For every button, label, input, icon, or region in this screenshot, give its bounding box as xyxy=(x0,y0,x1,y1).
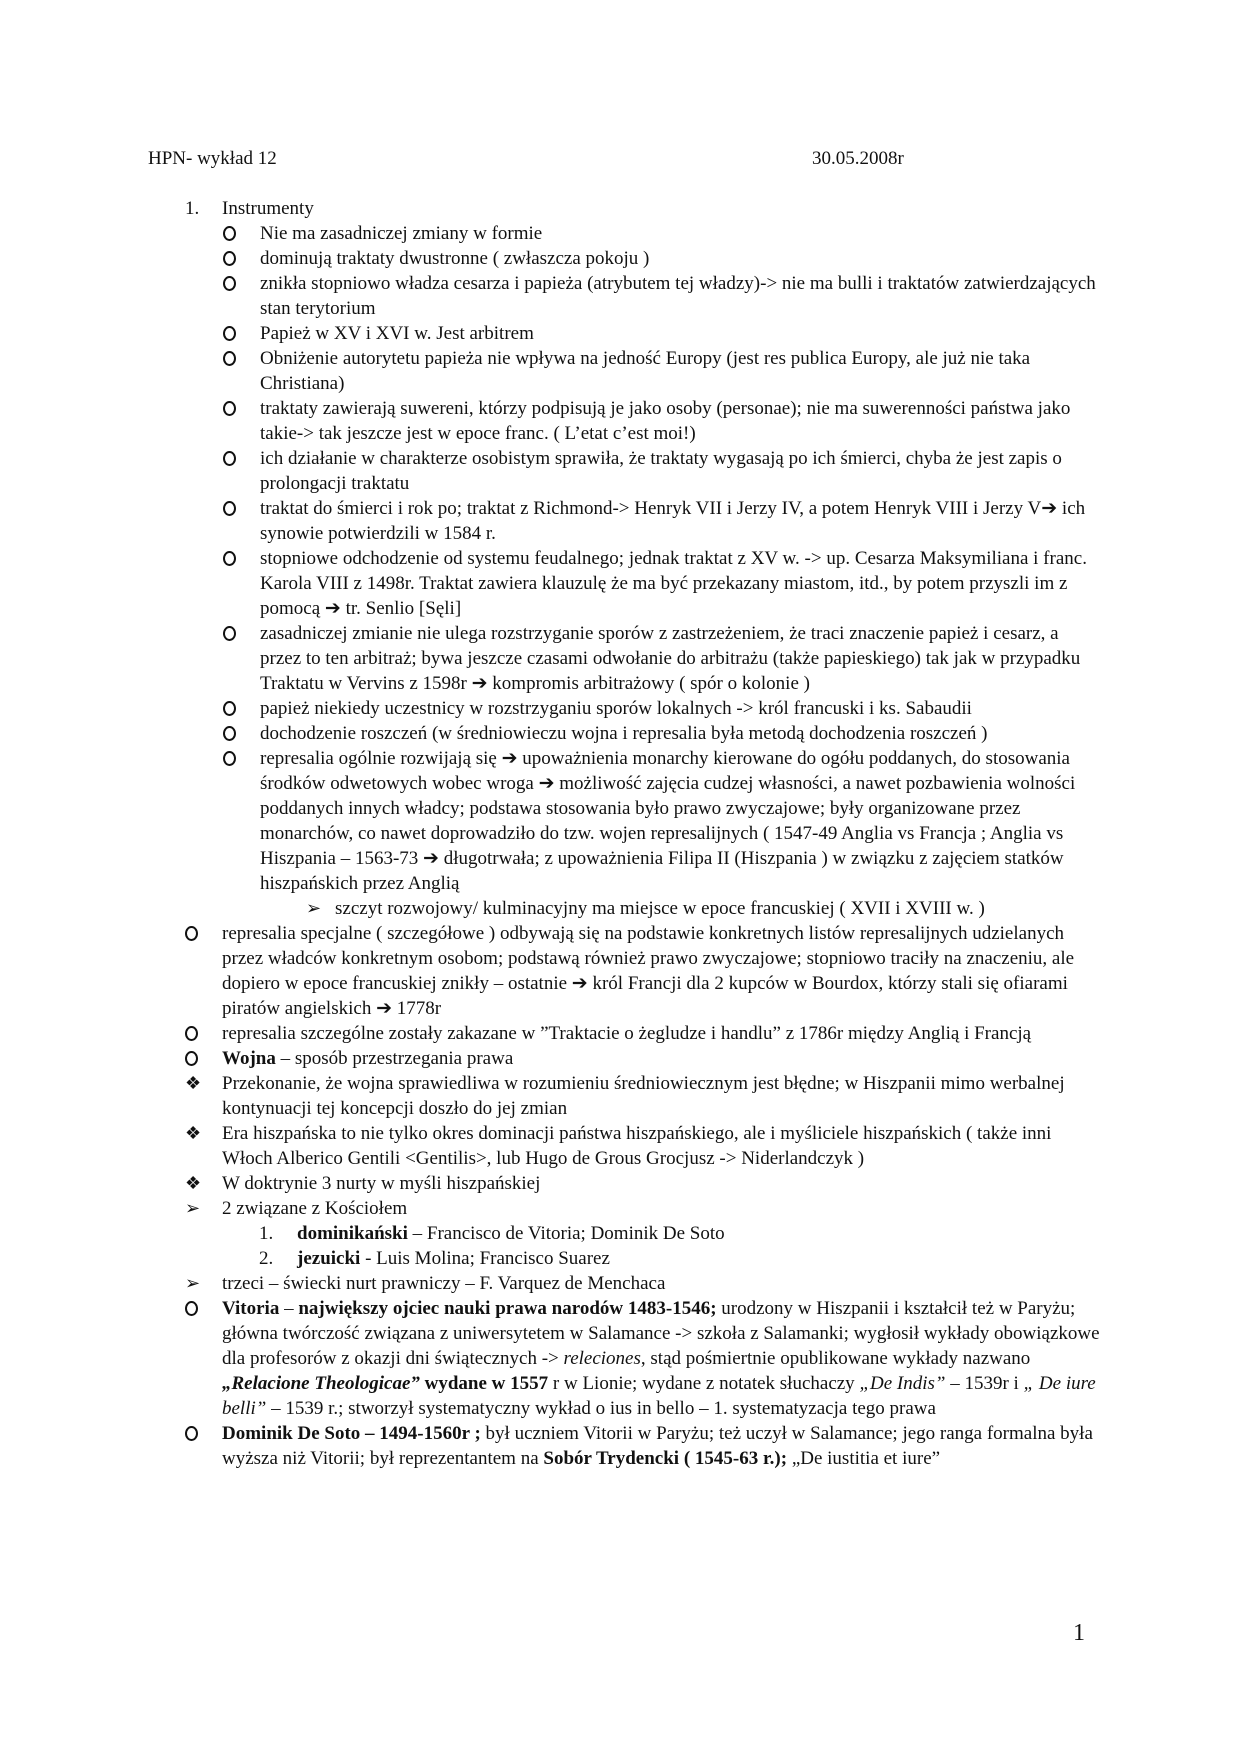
list-item: ➢ 2 związane z Kościołem xyxy=(185,1198,408,1219)
circle-bullet-icon xyxy=(223,221,241,248)
list-item: represalia ogólnie rozwijają się ➔ upoważnienia monarchy kierowane do ogółu poddanych, do stosowania środków odwetowych wobec wroga ➔ możliwość zajęcia cudzej własności, a nawet pozbawienia wolności poddanych innych władcy; podstawa stosowania było prawo zwyczajowe; były organizowane przez monarchów, co nawet doprowadziło do tzw. wojen represalijnych ( 1547-49 Anglia vs Francja ; Anglia vs Hiszpania – 1563-73 ➔ długotrwała; z upoważnienia Filipa II (Hiszpania ) w związku z zajęciem statków hiszpańskich przez Anglią xyxy=(185,746,1100,896)
list-item: ➢ trzeci – świecki nurt prawniczy – F. Varquez de Menchaca xyxy=(185,1273,666,1294)
circle-bullet-icon xyxy=(223,271,241,298)
section-heading xyxy=(185,196,1100,221)
list-item-desoto: Dominik De Soto – 1494-1560r ; był uczniem Vitorii w Paryżu; też uczył w Salamance; jego ranga formalna była wyższa niż Vitorii; był reprezentantem na Sobór Trydencki ( 1545-63 r.); „De iustitia et iure” xyxy=(185,1421,1100,1471)
list-item: papież niekiedy uczestnicy w rozstrzyganiu sporów lokalnych -> król francuski i ks. Sabaudii xyxy=(185,696,1100,721)
numbered-item: 1. dominikański – Francisco de Vitoria; Dominik De Soto xyxy=(259,1223,725,1244)
circle-bullet-icon xyxy=(223,446,241,473)
list-item: traktaty zawierają suwereni, którzy podpisują je jako osoby (personae); nie ma suwerenności państwa jako takie-> tak jeszcze jest w epoce franc. ( L’etat c’est moi!) xyxy=(185,396,1100,446)
list-item: ❖ Era hiszpańska to nie tylko okres dominacji państwa hiszpańskiego, ale i myśliciele hiszpańskich ( także inni Włoch Alberico Gentili <Gentilis>, lub Hugo de Grous Grocjusz -> Niderlandczyk ) xyxy=(185,1123,1052,1169)
list-item: Nie ma zasadniczej zmiany w formie xyxy=(185,221,1100,246)
sub-list-item: ➢ szczyt rozwojowy/ kulminacyjny ma miejsce w epoce francuskiej ( XVII i XVIII w. ) xyxy=(306,898,985,919)
circle-bullet-icon xyxy=(223,696,241,723)
list-item: zasadniczej zmianie nie ulega rozstrzyganie sporów z zastrzeżeniem, że traci znaczenie papież i cesarz, a przez to ten arbitraż; bywa jeszcze czasami odwołanie do arbitrażu (także papieskiego) tak jak w przypadku Traktatu w Vervins z 1598r ➔ kompromis arbitrażowy ( spór o kolonie ) xyxy=(185,621,1100,696)
list-item: represalia specjalne ( szczegółowe ) odbywają się na podstawie konkretnych listów represalijnych udzielanych przez władców konkretnym osobom; podstawą również prawo zwyczajowe; stopniowo traciły na znaczeniu, ale dopiero w epoce francuskiej znikły – ostatnie ➔ król Francji dla 2 kupców w Bourdox, którzy stali się ofiarami piratów angielskich ➔ 1778r xyxy=(185,921,1100,1021)
document-title: HPN- wykład 12 xyxy=(148,148,277,169)
circle-bullet-icon xyxy=(223,721,241,748)
list-item: Papież w XV i XVI w. Jest arbitrem xyxy=(185,321,1100,346)
section-number: 1. xyxy=(185,198,200,219)
document-date: 30.05.2008r xyxy=(812,148,904,169)
circle-bullet-icon xyxy=(223,621,241,648)
circle-bullet-icon xyxy=(223,546,241,573)
diamond-bullet-icon: ❖ xyxy=(185,1173,202,1193)
diamond-bullet-icon: ❖ xyxy=(185,1123,202,1143)
list-item: represalia szczególne zostały zakazane w ”Traktacie o żegludze i handlu” z 1786r między Anglią i Francją xyxy=(185,1021,1100,1046)
diamond-bullet-icon: ❖ xyxy=(185,1073,202,1093)
list-item: dochodzenie roszczeń (w średniowieczu wojna i represalia była metodą dochodzenia roszczeń ) xyxy=(185,721,1100,746)
arrowhead-bullet-icon: ➢ xyxy=(306,898,322,918)
list-item: Wojna – sposób przestrzegania prawa xyxy=(185,1046,1100,1071)
list-item: znikła stopniowo władza cesarza i papieża (atrybutem tej władzy)-> nie ma bulli i traktatów zatwierdzających stan terytorium xyxy=(185,271,1100,321)
circle-bullet-icon xyxy=(185,921,203,948)
list-item: Obniżenie autorytetu papieża nie wpływa na jedność Europy (jest res publica Europy, ale już nie taka Christiana) xyxy=(185,346,1100,396)
document-body xyxy=(185,196,1100,1471)
circle-bullet-icon xyxy=(223,396,241,423)
circle-bullet-icon xyxy=(223,496,241,523)
arrowhead-bullet-icon: ➢ xyxy=(185,1273,201,1293)
page-number: 1 xyxy=(1073,1620,1085,1646)
item-number: 2. xyxy=(259,1248,274,1269)
list-item: traktat do śmierci i rok po; traktat z Richmond-> Henryk VII i Jerzy IV, a potem Henryk VIII i Jerzy V➔ ich synowie potwierdzili w 1584 r. xyxy=(185,496,1100,546)
circle-bullet-icon xyxy=(223,246,241,273)
list-item: ich działanie w charakterze osobistym sprawiła, że traktaty wygasają po ich śmierci, chyba że jest zapis o prolongacji traktatu xyxy=(185,446,1100,496)
list-item: ❖ W doktrynie 3 nurty w myśli hiszpańskiej xyxy=(185,1173,541,1194)
circle-bullet-icon xyxy=(185,1046,203,1073)
list-item: stopniowe odchodzenie od systemu feudalnego; jednak traktat z XV w. -> up. Cesarza Maksymiliana i franc. Karola VIII z 1498r. Traktat zawiera klauzulę że ma być przekazany miastom, itd., by potem przyszli im z pomocą ➔ tr. Senlio [Sęli] xyxy=(185,546,1100,621)
numbered-item: 2. jezuicki - Luis Molina; Francisco Suarez xyxy=(259,1248,610,1269)
circle-bullet-icon xyxy=(185,1296,203,1323)
list-item: ❖ Przekonanie, że wojna sprawiedliwa w rozumieniu średniowiecznym jest błędne; w Hiszpanii mimo werbalnej kontynuacji tej koncepcji doszło do jej zmian xyxy=(185,1073,1065,1119)
circle-bullet-icon xyxy=(223,321,241,348)
circle-bullet-icon xyxy=(223,346,241,373)
arrowhead-bullet-icon: ➢ xyxy=(185,1198,201,1218)
circle-bullet-icon xyxy=(223,746,241,773)
list-item-vitoria: Vitoria – największy ojciec nauki prawa narodów 1483-1546; urodzony w Hiszpanii i kształcił też w Paryżu; główna twórczość związana z uniwersytetem w Salamance -> szkoła z Salamanki; wygłosił wykłady obowiązkowe dla profesorów z okazji dni świątecznych -> releciones, stąd pośmiertnie opublikowane wykłady nazwano „Relacione Theologicae” wydane w 1557 r w Lionie; wydane z notatek słuchaczy „De Indis” – 1539r i „ De iure belli” – 1539 r.; stworzył systematyczny wykład o ius in bello – 1. systematyzacja tego prawa xyxy=(185,1296,1100,1421)
item-number: 1. xyxy=(259,1223,274,1244)
list-item: dominują traktaty dwustronne ( zwłaszcza pokoju ) xyxy=(185,246,1100,271)
section-title: Instrumenty xyxy=(222,198,314,219)
circle-bullet-icon xyxy=(185,1021,203,1048)
circle-bullet-icon xyxy=(185,1421,203,1448)
